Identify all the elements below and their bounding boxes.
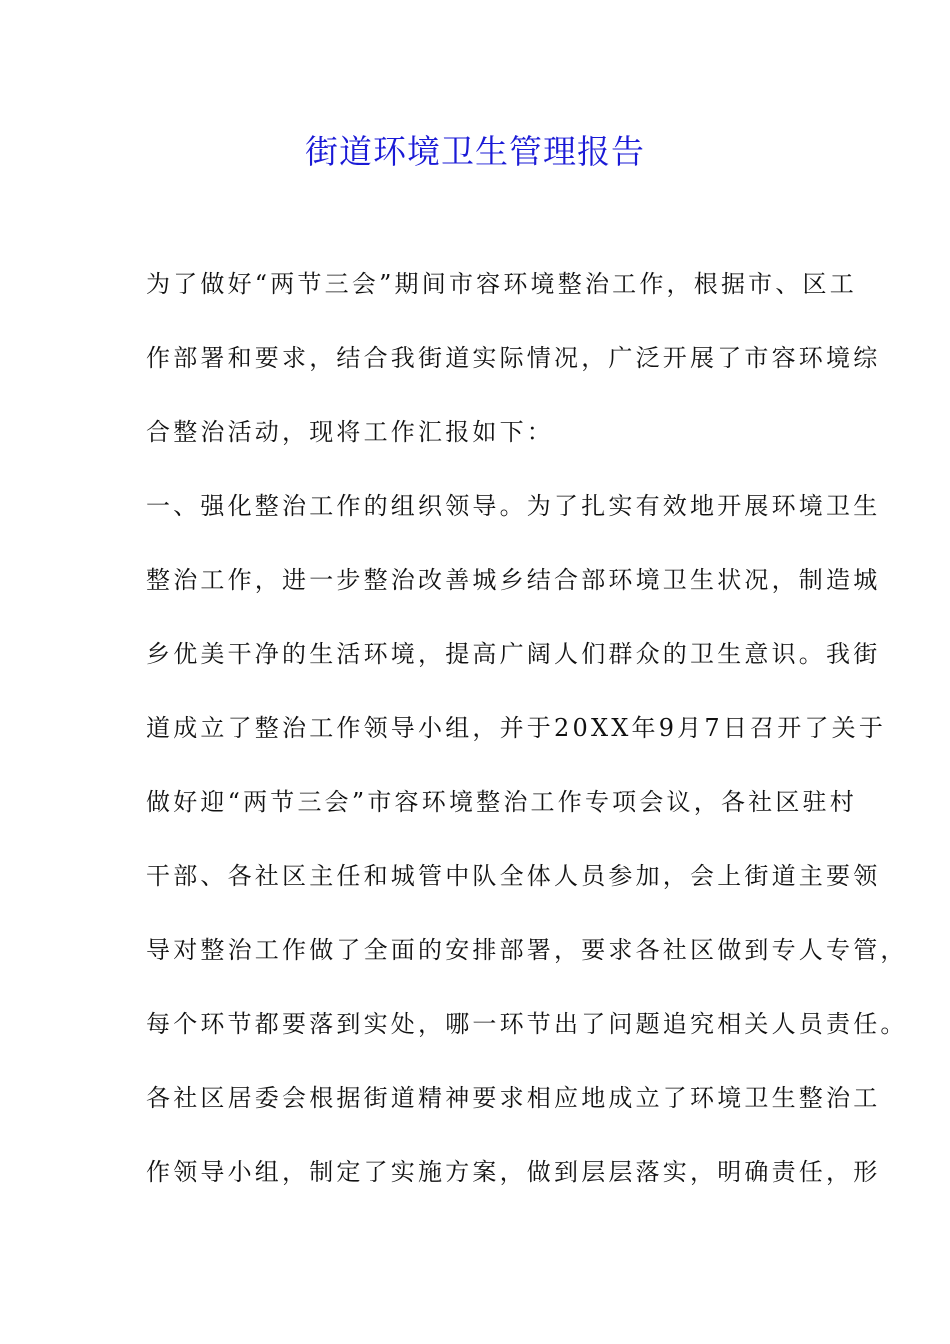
body-line: 乡优美干净的生活环境，提高广阔人们群众的卫生意识。我街 — [146, 640, 881, 668]
body-line: 干部、各社区主任和城管中队全体人员参加，会上街道主要领 — [146, 862, 881, 890]
body-line: 作部署和要求，结合我街道实际情况，广泛开展了市容环境综 — [146, 344, 881, 372]
body-line: 道成立了整治工作领导小组，并于20XX年9月7日召开了关于 — [146, 714, 887, 742]
document-title: 街道环境卫生管理报告 — [305, 132, 645, 171]
body-line: 做好迎“两节三会”市容环境整治工作专项会议，各社区驻村 — [146, 788, 857, 816]
body-line: 各社区居委会根据街道精神要求相应地成立了环境卫生整治工 — [146, 1084, 881, 1112]
body-line: 合整治活动，现将工作汇报如下： — [146, 418, 554, 446]
body-line: 每个环节都要落到实处，哪一环节出了问题追究相关人员责任。 — [146, 1010, 908, 1038]
body-line: 为了做好“两节三会”期间市容环境整治工作，根据市、区工 — [146, 270, 857, 298]
document-body — [146, 264, 908, 1226]
body-line: 一、强化整治工作的组织领导。为了扎实有效地开展环境卫生 — [146, 492, 881, 520]
body-line: 导对整治工作做了全面的安排部署，要求各社区做到专人专管， — [146, 936, 908, 964]
body-line: 整治工作，进一步整治改善城乡结合部环境卫生状况，制造城 — [146, 566, 881, 594]
body-line: 作领导小组，制定了实施方案，做到层层落实，明确责任，形 — [146, 1158, 881, 1186]
